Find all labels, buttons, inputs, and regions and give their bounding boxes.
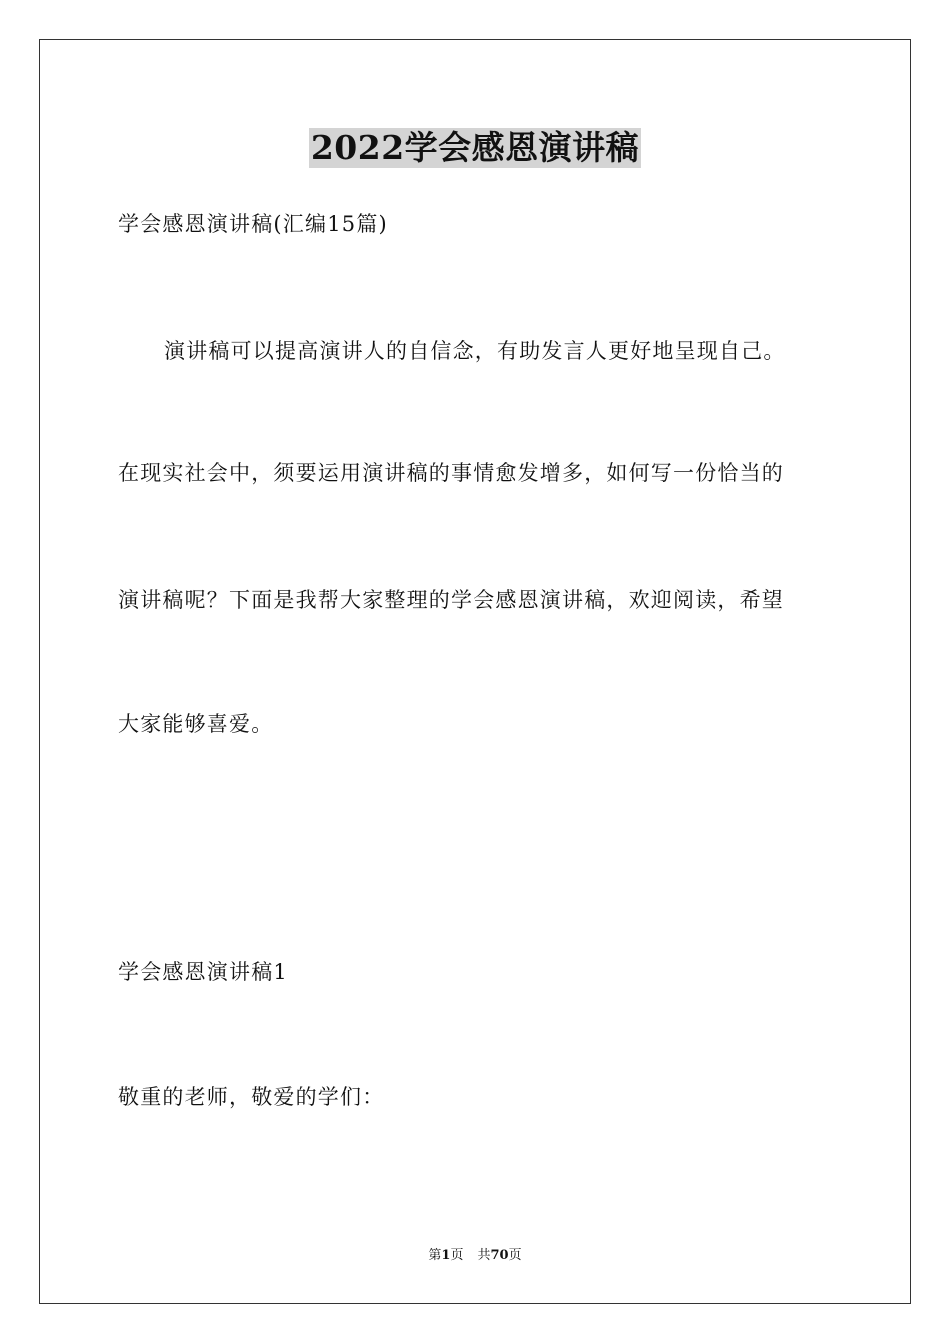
intro-line-3: 演讲稿呢？下面是我帮大家整理的学会感恩演讲稿，欢迎阅读，希望 — [118, 588, 784, 612]
intro-line-4: 大家能够喜爱。 — [118, 712, 274, 736]
section-heading: 学会感恩演讲稿1 — [118, 960, 288, 984]
intro-line-1: 演讲稿可以提高演讲人的自信念，有助发言人更好地呈现自己。 — [164, 339, 786, 363]
total-pages: 70 — [490, 1248, 509, 1263]
page-number: 1 — [441, 1248, 451, 1263]
page-suffix: 页 — [450, 1248, 464, 1263]
page-footer — [0, 1247, 950, 1265]
intro-line-2: 在现实社会中，须要运用演讲稿的事情愈发增多，如何写一份恰当的 — [118, 461, 784, 485]
document-title: 2022学会感恩演讲稿 — [310, 128, 640, 167]
document-subtitle: 学会感恩演讲稿(汇编15篇) — [118, 212, 388, 236]
title-container — [0, 128, 950, 168]
total-suffix: 页 — [508, 1248, 522, 1263]
page-prefix: 第 — [428, 1248, 442, 1263]
total-prefix: 共 — [477, 1248, 491, 1263]
salutation: 敬重的老师，敬爱的学们： — [118, 1085, 385, 1109]
